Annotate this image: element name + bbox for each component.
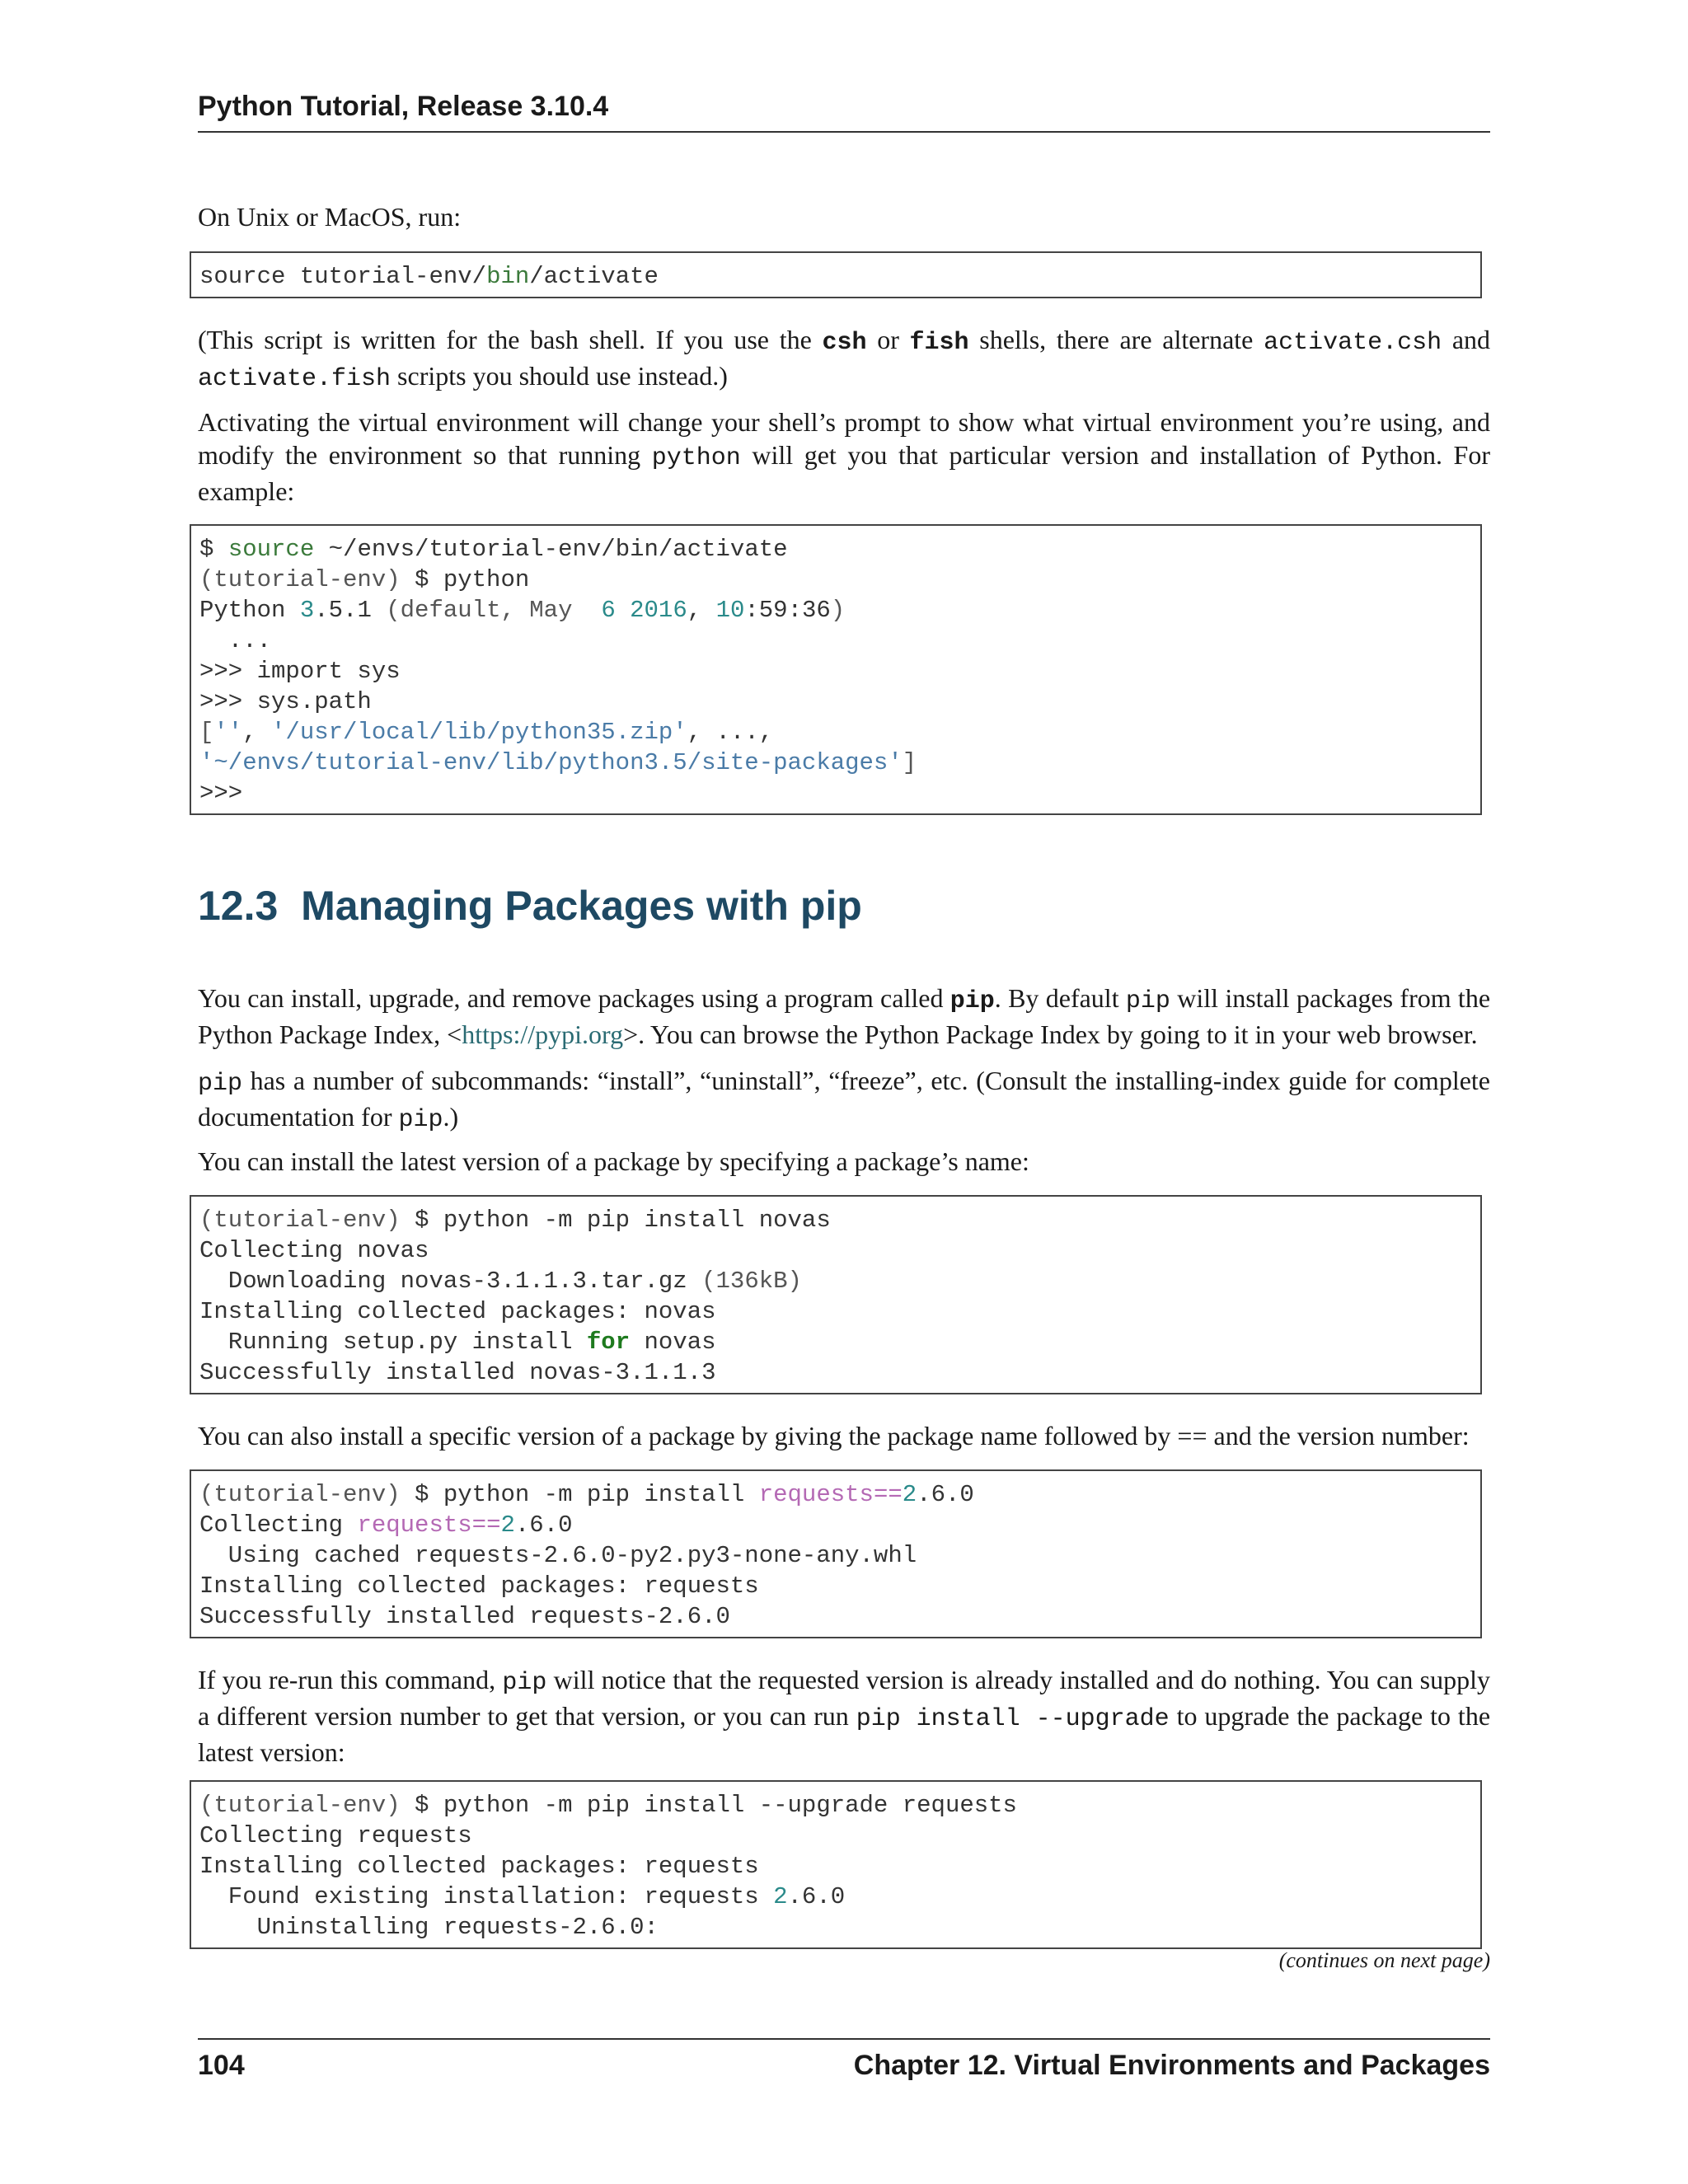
code-line: Collecting novas	[199, 1237, 429, 1264]
text: or	[866, 325, 910, 354]
upgrade-command: pip install --upgrade	[856, 1705, 1170, 1733]
pip-term: pip	[1125, 987, 1170, 1015]
paragraph-install-specific: You can also install a specific version of a package by giving the package name followed by == and the version number:	[198, 1421, 1470, 1451]
text: and	[1442, 325, 1491, 354]
code-line: Running setup.py install for novas	[199, 1329, 716, 1356]
section-title: Managing Packages with pip	[301, 883, 862, 929]
code-line: Collecting requests==2.6.0	[199, 1511, 573, 1539]
paragraph-activating	[198, 405, 1490, 508]
text: You can install, upgrade, and remove packages using a program called	[198, 983, 950, 1013]
text: (This script is written for the bash shell. If you use the	[198, 325, 823, 354]
code-line: (tutorial-env) $ python	[199, 566, 530, 593]
code-line: (tutorial-env) $ python -m pip install --upgrade requests	[199, 1792, 1017, 1819]
code-line: (tutorial-env) $ python -m pip install novas	[199, 1207, 831, 1234]
code-line: >>>	[199, 780, 243, 807]
code-block-session	[190, 524, 1482, 815]
pypi-link[interactable]: https://pypi.org	[462, 1019, 624, 1049]
text: . By default	[994, 983, 1126, 1013]
text: will notice that the requested version is already installed and do nothing. You can supply a different version number to get that version, or you can run	[198, 1665, 1491, 1731]
pip-term: pip	[198, 1070, 243, 1098]
code-line: ...	[199, 627, 272, 654]
code-line: ['', '/usr/local/lib/python35.zip', ...,	[199, 719, 774, 746]
page-number: 104	[198, 2050, 245, 2081]
paragraph-unix-run: On Unix or MacOS, run:	[198, 202, 462, 232]
code-line: Found existing installation: requests 2.6.0	[199, 1883, 846, 1910]
text: If you re-run this command,	[198, 1665, 503, 1694]
activate-csh-file: activate.csh	[1264, 329, 1442, 357]
text: will install packages from the Python Package Index, <	[198, 983, 1491, 1049]
text: will get you that particular version and installation of Python. For example:	[198, 440, 1491, 506]
pip-term: pip	[398, 1106, 443, 1134]
paragraph-rerun	[198, 1663, 1490, 1769]
section-number: 12.3	[198, 883, 279, 929]
csh-term: csh	[822, 329, 867, 357]
code-line: '~/envs/tutorial-env/lib/python3.5/site-packages']	[199, 749, 917, 776]
code-line: Uninstalling requests-2.6.0:	[199, 1914, 659, 1941]
pip-term: pip	[502, 1669, 547, 1697]
code-line: Python 3.5.1 (default, May 6 2016, 10:59:36)	[199, 597, 846, 624]
paragraph-pip-intro	[198, 982, 1490, 1051]
text: Activating the virtual environment will change your shell’s prompt to show what virtual environment you’re using, and modify the environment so that running	[198, 407, 1490, 470]
code-line: Successfully installed novas-3.1.1.3	[199, 1359, 716, 1386]
running-footer	[198, 2038, 1490, 2082]
continues-note: (continues on next page)	[1278, 1948, 1490, 1972]
paragraph-script-note	[198, 323, 1490, 396]
code-line: Successfully installed requests-2.6.0	[199, 1603, 730, 1630]
text: >. You can browse the Python Package Index by going to it in your web browser.	[623, 1019, 1478, 1049]
fish-term: fish	[909, 329, 969, 357]
paragraph-subcommands	[198, 1064, 1490, 1137]
code-block-install-requests	[190, 1469, 1482, 1638]
code-line: $ source ~/envs/tutorial-env/bin/activate	[199, 536, 788, 563]
section-heading	[198, 882, 862, 930]
python-term: python	[651, 444, 741, 472]
code-line: Installing collected packages: novas	[199, 1298, 716, 1325]
chapter-title: Chapter 12. Virtual Environments and Packages	[853, 2050, 1490, 2081]
text: .)	[443, 1102, 459, 1132]
code-line: source tutorial-env/bin/activate	[199, 263, 659, 290]
code-line: >>> sys.path	[199, 688, 372, 715]
text: scripts you should use instead.)	[391, 361, 728, 391]
code-block-upgrade	[190, 1780, 1482, 1949]
code-block-install-novas	[190, 1195, 1482, 1394]
code-line: Using cached requests-2.6.0-py2.py3-none-any.whl	[199, 1542, 917, 1569]
running-header: Python Tutorial, Release 3.10.4	[198, 91, 1490, 133]
code-line: Collecting requests	[199, 1822, 472, 1849]
code-line: (tutorial-env) $ python -m pip install requests==2.6.0	[199, 1481, 974, 1508]
paragraph-install-latest: You can install the latest version of a package by specifying a package’s name:	[198, 1146, 1029, 1176]
code-line: >>> import sys	[199, 658, 401, 685]
text: shells, there are alternate	[968, 325, 1264, 354]
code-line: Downloading novas-3.1.1.3.tar.gz (136kB)	[199, 1268, 802, 1295]
text: has a number of subcommands: “install”, “uninstall”, “freeze”, etc. (Consult the installing-index guide for complete documentation for	[198, 1066, 1490, 1132]
text: to upgrade the package to the latest version:	[198, 1701, 1491, 1767]
pip-term: pip	[950, 987, 995, 1015]
code-line: Installing collected packages: requests	[199, 1853, 759, 1880]
code-block-activate	[190, 251, 1482, 298]
activate-fish-file: activate.fish	[198, 365, 392, 393]
code-line: Installing collected packages: requests	[199, 1572, 759, 1600]
